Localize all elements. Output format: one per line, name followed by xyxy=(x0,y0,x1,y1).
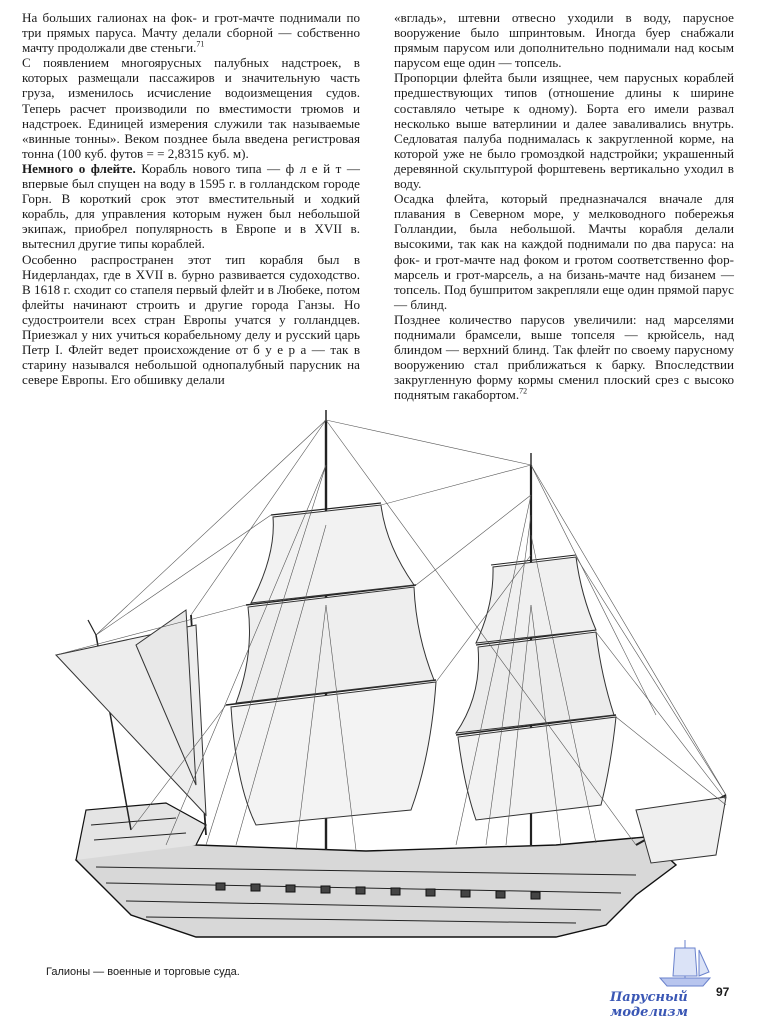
paragraph: «вгладь», штевни отвесно уходили в воду, парусное вооружение было шпринтовым. Иногда буер снабжали прямым парусом или дополнительно поднимали над косым парусом еще один — топсель. xyxy=(394,10,734,71)
paragraph-text: Позднее количество парусов увеличили: над марселями поднимали брамсели, выше топселя — крюйсель, над блиндом — верхний блинд. Так флейт по своему парусному вооружению стал приближаться к барку. Впоследствии закругленную форму кормы сменил плоский срез с высоко поднятым гакабортом. xyxy=(394,311,734,403)
watermark-ship-icon xyxy=(655,936,715,991)
paragraph: Пропорции флейта были изящнее, чем парусных кораблей предшествующих типов (отношение длины к ширине составляло четыре к одному). Борта его имели развал несколько выше ватерлинии и далее заваливались внутрь. Седловатая палуба поднималась к закругленной корме, на которой уже не было громоздкой надстройки; украшенный деревянной скульптурой форштевень вертикально уходил в воду. xyxy=(394,70,734,192)
figure-caption: Галионы — военные и торговые суда. xyxy=(46,966,240,978)
footnote-ref: 72 xyxy=(519,386,528,396)
section-heading: Немного о флейте. xyxy=(22,160,136,176)
paragraph xyxy=(22,10,360,55)
paragraph: Осадка флейта, который предназначался вначале для плавания в Северном море, у мелководного побережья Голландии, была небольшой. Мачты корабля делали высокими, так как на каждой поднимали по два паруса: на фок- и грот-мачте над фоком и гротом соответственно фор-марсель и грот-марсель, а на бизань-мачте над бизанем — топсель. Под бушпритом закрепляли еще один прямой парус — блинд. xyxy=(394,191,734,312)
paragraph: Особенно распространен этот тип корабля был в Нидерландах, где в XVII в. бурно развивается судоходство. В 1618 г. сходит со стапеля первый флейт и в Любеке, потом флейты начинают строить и другие города Ганзы. Но судостроители всех стран Европы учатся у голландцев. Приезжал у них учиться корабельному делу и русский царь Петр I. Флейт ведет происхождение от б у е р а — так в старину назывался небольшой однопалубный парусник на севере Европы. Его обшивку делали xyxy=(22,251,360,388)
left-text-column xyxy=(22,10,360,387)
paragraph xyxy=(22,161,360,252)
paragraph-text: На больших галионах на фок- и грот-мачте поднимали по три прямых паруса. Мачту делали сборной — собственно мачту продолжали две стеньги. xyxy=(22,10,360,56)
paragraph xyxy=(394,312,734,403)
paragraph-text: Корабль нового типа — ф л е й т — впервые был спущен на воду в 1595 г. в голландском городе Горн. В короткий срок этот вместительный и ходкий корабль, для управления которым нужен был небольшой экипаж, приобрел популярность в Европе и в XVII в. вытеснил другие типы кораблей. xyxy=(22,160,360,252)
footnote-ref: 71 xyxy=(196,39,205,49)
paragraph: С появлением многоярусных палубных надстроек, в которых размещали пассажиров и значительную часть груза, изменилось исчисление водоизмещения судов. Теперь расчет производили по вместимости трюмов и надстроек. Единицей измерения служили так называемые «винные тонны». Веком позднее была введена регистровая тонна (100 куб. футов = = 2,8315 куб. м). xyxy=(22,55,360,161)
galleon-illustration xyxy=(36,405,736,955)
watermark-text: Парусный моделизм xyxy=(610,990,688,1020)
right-text-column xyxy=(394,10,734,402)
page-number: 97 xyxy=(716,985,730,999)
